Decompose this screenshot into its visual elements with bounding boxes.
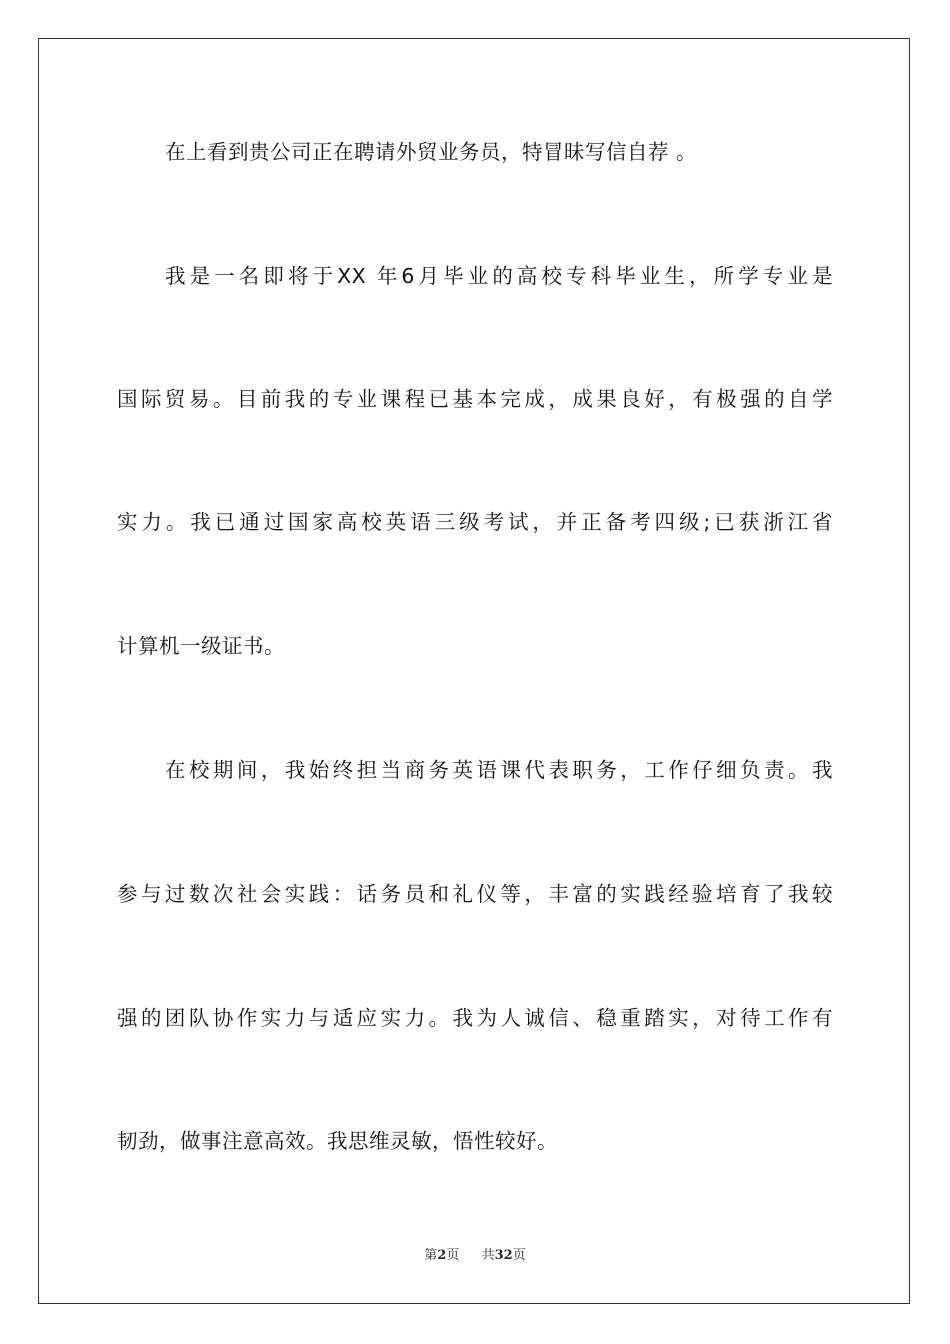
paragraph-3-line-1: 在校期间，我始终担当商务英语课代表职务，工作仔细负责。我	[165, 758, 833, 782]
page-number: 2	[437, 1248, 447, 1263]
page-footer	[0, 1247, 950, 1265]
paragraph-2-line-4: 计算机一级证书。	[117, 634, 285, 658]
paragraph-3-line-2: 参与过数次社会实践：话务员和礼仪等，丰富的实践经验培育了我较	[117, 882, 833, 906]
total-label-suffix: 页	[512, 1248, 526, 1263]
total-pages: 32	[494, 1248, 513, 1263]
paragraph-2-line-2: 国际贸易。目前我的专业课程已基本完成，成果良好，有极强的自学	[117, 387, 833, 411]
page-border	[38, 38, 910, 1304]
paragraph-3-line-3: 强的团队协作实力与适应实力。我为人诚信、稳重踏实，对待工作有	[117, 1006, 833, 1030]
paragraph-1-line-1: 在上看到贵公司正在聘请外贸业务员，特冒昧写信自荐 。	[165, 140, 698, 164]
page-label-prefix: 第	[424, 1248, 438, 1263]
paragraph-3-line-4: 韧劲，做事注意高效。我思维灵敏，悟性较好。	[117, 1129, 558, 1153]
paragraph-2-line-3: 实力。我已通过国家高校英语三级考试，并正备考四级;已获浙江省	[117, 510, 833, 534]
paragraph-2-line-1: 我是一名即将于XX 年6月毕业的高校专科毕业生，所学专业是	[165, 264, 833, 288]
page-label-suffix: 页	[446, 1248, 460, 1263]
total-label-prefix: 共	[481, 1248, 495, 1263]
